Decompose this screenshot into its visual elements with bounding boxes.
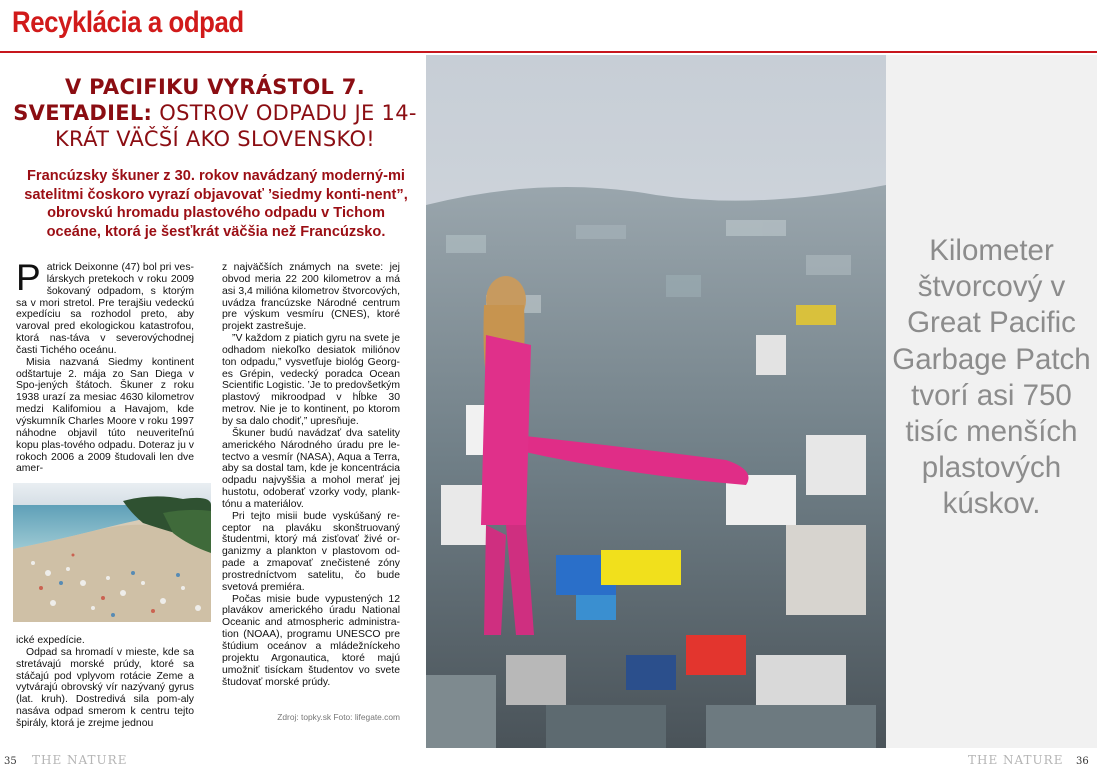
article-lead: Francúzsky škuner z 30. rokov navádzaný moderný-mi satelitmi čoskoro vyrazí objavovať ’siedmy konti-nent”, obrovskú hromadu plastového odpadu v Tichom oceáne, ktorá je šesťkrát väčšia než Francúzsko. <box>24 168 408 240</box>
headline-bold: V PACIFIKU VYRÁSTOL 7. SVETADIEL: <box>13 75 365 125</box>
article-headline <box>10 74 420 152</box>
paragraph: ”V každom z piatich gyru na svete je odhadom niekoľko desiatok miliónov ton odpadu,” vysvetľuje biológ Georg-es Grépin, vedecký poradca Ocean Scientific Logistic. ’Je to predovšetkým plastový mikroodpad v hĺbke 30 metrov. Nie je to kontinent, po ktorom by sa dalo chodiť,” upresňuje. <box>222 333 400 427</box>
brand-logo-left: THE NATURE <box>32 753 128 767</box>
drop-cap: P <box>16 257 41 298</box>
paragraph: Počas misie bude vypustených 12 plavákov amerického úradu National Oceanic and atmospheric administra-tion (NOAA), programu UNESCO pre štúdium oceánov a mládežníckeho projektu Argonautica, ktoré majú umožniť tisíckam študentov vo svete študovať morské prúdy. <box>222 593 400 688</box>
section-title: Recyklácia a odpad <box>12 6 244 39</box>
body-column-1-continued <box>16 635 194 730</box>
paragraph: Odpad sa hromadí v mieste, kde sa stretávajú morské prúdy, ktoré sa stáčajú pod vplyvom rotácie Zeme a vytvárajú obrovský vír nazývaný gyrus (lat. kruh). Dostredivá sila pom-aly nasáva odpad smerom k centru tejto špirály, ktorá je zrejme jednou <box>16 646 194 729</box>
beach-photo <box>13 483 211 622</box>
paragraph: atrick Deixonne (47) bol pri ves-lárskych pretekoch v roku 2009 šokovaný odpadom, s ktorým sa v mori stretol. Pre terajšiu vedeckú expedíciu sa rozhodol preto, aby varoval pred ekologickou katastrofou, ktorá nas-táva v severovýchodnej časti Tichého oceánu. <box>16 262 194 356</box>
paragraph: Škuner budú navádzať dva satelity amerického Národného úradu pre le-tectvo a vesmír (NASA), Aqua a Terra, aby sa dostal tam, kde je koncentrácia odpadu najvyššia a mohol merať jej hustotu, odoberať vzorky vody, plank-tónu a materiálov. <box>222 427 400 510</box>
paragraph: z najväčších známych na svete: jej obvod meria 22 200 kilometrov a má asi 3,4 milióna kilometrov štvorcových, uvádza francúzske Národné centrum pre výskum vesmíru (CNES), ktoré projekt zastrešuje. <box>222 262 400 333</box>
body-column-2 <box>222 262 400 688</box>
page-number-right: 36 <box>1076 756 1089 767</box>
paragraph: Misia nazvaná Siedmy kontinent odštartuje 2. mája zo San Diega v Spo-jených štátoch. Škuner z roku 1938 urazí za mesiac 4630 kilometrov medzi Kalifomiou a Havajom, kde výskumník Charles Moore v roku 1997 náhodne objavil túto neuveriteľnú kopu plas-tového odpadu. Doteraz ju v rokoch 2006 a 2009 študovali len dve amer- <box>16 356 194 475</box>
headline-rest: OSTROV ODPADU JE 14-KRÁT VÄČŠÍ AKO SLOVENSKO! <box>54 101 417 151</box>
body-column-1 <box>16 257 194 475</box>
surfer-garbage-photo <box>426 55 886 748</box>
paragraph: ické expedície. <box>16 635 85 646</box>
brand-logo-right: THE NATURE <box>968 753 1064 767</box>
sidebar <box>886 55 1097 748</box>
photo-credit: Zdroj: topky.sk Foto: lifegate.com <box>277 712 400 722</box>
section-rule <box>0 51 1097 53</box>
pull-quote: Kilometer štvorcový v Great Pacific Garbage Patch tvorí asi 750 tisíc menších plastových kúskov. <box>892 234 1091 521</box>
paragraph: Pri tejto misii bude vyskúšaný re-ceptor na plaváku skonštruovaný študentmi, ktorý má zisťovať živé or-ganizmy a plankton v plastovom od-pade a zmapovať znečistené zóny prostredníctvom satelitu, čo bude svetová premiéra. <box>222 510 400 593</box>
page-number-left: 35 <box>4 756 17 767</box>
